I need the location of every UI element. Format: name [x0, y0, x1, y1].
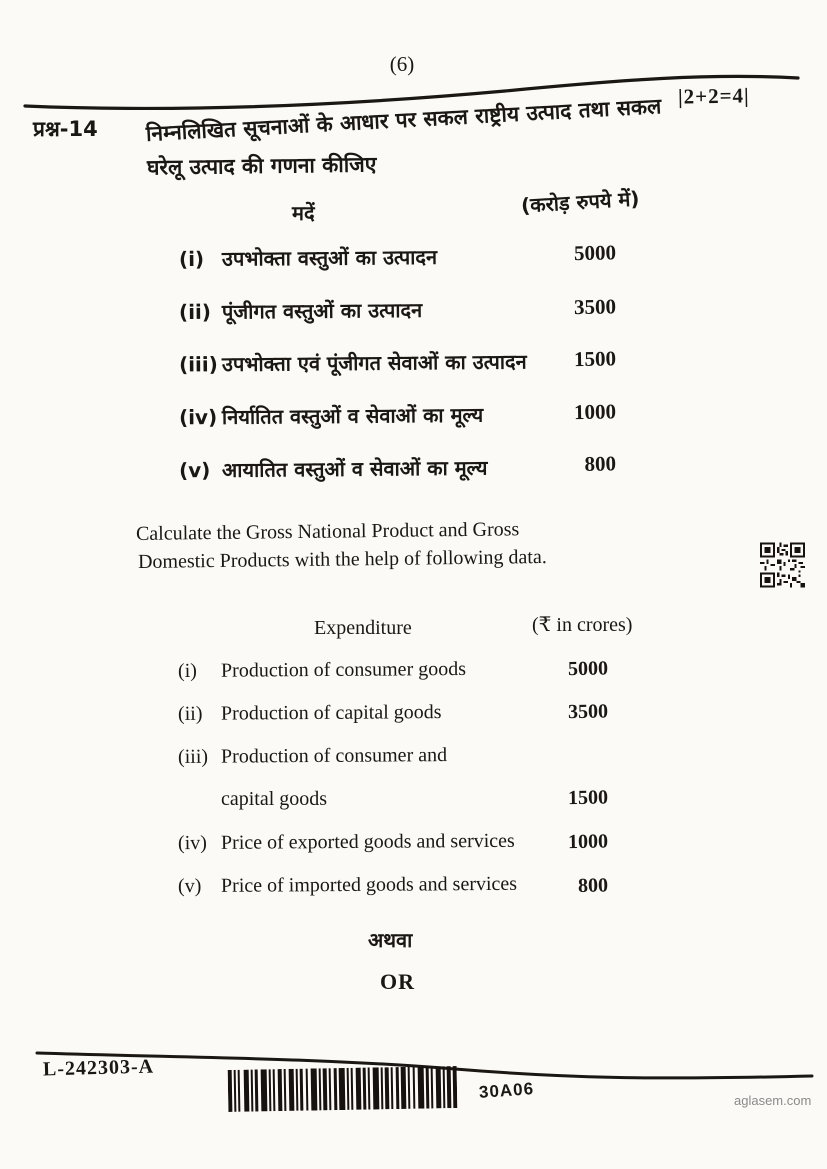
- english-table-row: [178, 658, 466, 683]
- english-table-row: [178, 830, 515, 855]
- row-value: 3500: [567, 700, 609, 724]
- row-number: (v): [178, 458, 211, 483]
- row-value: 1000: [567, 830, 609, 854]
- hindi-table-row: [179, 350, 527, 376]
- page-number: (6): [389, 52, 415, 76]
- row-value: 1500: [567, 786, 609, 810]
- row-number: (iv): [178, 404, 218, 430]
- barcode-icon: [228, 1066, 458, 1112]
- row-label: Production of consumer goods: [220, 657, 467, 682]
- hindi-table-row: [179, 457, 488, 483]
- question-text-hindi-line2: घरेलू उत्पाद की गणना कीजिए: [146, 152, 377, 180]
- row-number: (iv): [177, 831, 207, 855]
- question-text-english-line2: Domestic Products with the help of following data.: [137, 546, 547, 573]
- row-number: (ii): [177, 702, 203, 725]
- row-number: (iii): [177, 745, 209, 768]
- question-text-hindi-line1: निम्नलिखित सूचनाओं के आधार पर सकल राष्ट्रीय उत्पाद तथा सकल: [145, 94, 662, 146]
- row-value: 3500: [573, 294, 617, 320]
- row-label: Price of imported goods and services: [220, 872, 518, 897]
- row-label: उपभोक्ता एवं पूंजीगत सेवाओं का उत्पादन: [221, 349, 527, 377]
- row-number: (i): [177, 659, 197, 683]
- marks-badge: |2+2=4|: [677, 83, 750, 109]
- paper-code: L-242303-A: [42, 1055, 155, 1081]
- row-label: Price of exported goods and services: [220, 829, 515, 854]
- row-value: 1000: [573, 399, 617, 425]
- hindi-table-row: [179, 299, 422, 324]
- hindi-table-row: [179, 404, 483, 430]
- english-table-row-continuation: capital goods: [221, 788, 328, 810]
- english-table-header-items: Expenditure: [314, 617, 412, 639]
- barcode-label: 30A06: [478, 1079, 535, 1102]
- english-table-row: [178, 744, 447, 769]
- row-number: (i): [178, 246, 205, 272]
- qr-code-icon: [760, 541, 805, 589]
- row-value: 5000: [567, 657, 609, 681]
- row-value: 5000: [573, 240, 617, 266]
- row-value: 800: [584, 451, 617, 476]
- row-label: उपभोक्ता वस्तुओं का उत्पादन: [221, 244, 438, 271]
- english-table-row: [178, 701, 442, 726]
- hindi-table-row: [179, 246, 437, 271]
- row-value: 1500: [573, 346, 617, 372]
- row-number: (v): [177, 875, 202, 898]
- question-label: प्रश्न-14: [33, 117, 98, 141]
- row-label: आयातित वस्तुओं व सेवाओं का मूल्य: [221, 455, 488, 482]
- row-number: (iii): [178, 352, 218, 377]
- watermark-text: aglasem.com: [734, 1093, 812, 1108]
- row-label: Production of consumer and: [220, 744, 448, 768]
- or-divider-english: OR: [380, 969, 415, 994]
- question-text-english-line1: Calculate the Gross National Product and Gross: [135, 518, 520, 545]
- hindi-table-header-items: मदें: [292, 201, 315, 225]
- or-divider-hindi: अथवा: [368, 928, 413, 952]
- hindi-table-header-unit: (करोड़ रुपये में): [520, 186, 641, 218]
- row-label: निर्यातित वस्तुओं व सेवाओं का मूल्य: [221, 402, 484, 429]
- english-table-header-unit: (₹ in crores): [532, 614, 633, 636]
- english-table-row: [178, 873, 517, 898]
- row-label: पूंजीगत वस्तुओं का उत्पादन: [221, 297, 423, 324]
- row-number: (ii): [178, 299, 212, 325]
- row-label: Production of capital goods: [220, 701, 442, 725]
- row-value: 800: [577, 874, 609, 897]
